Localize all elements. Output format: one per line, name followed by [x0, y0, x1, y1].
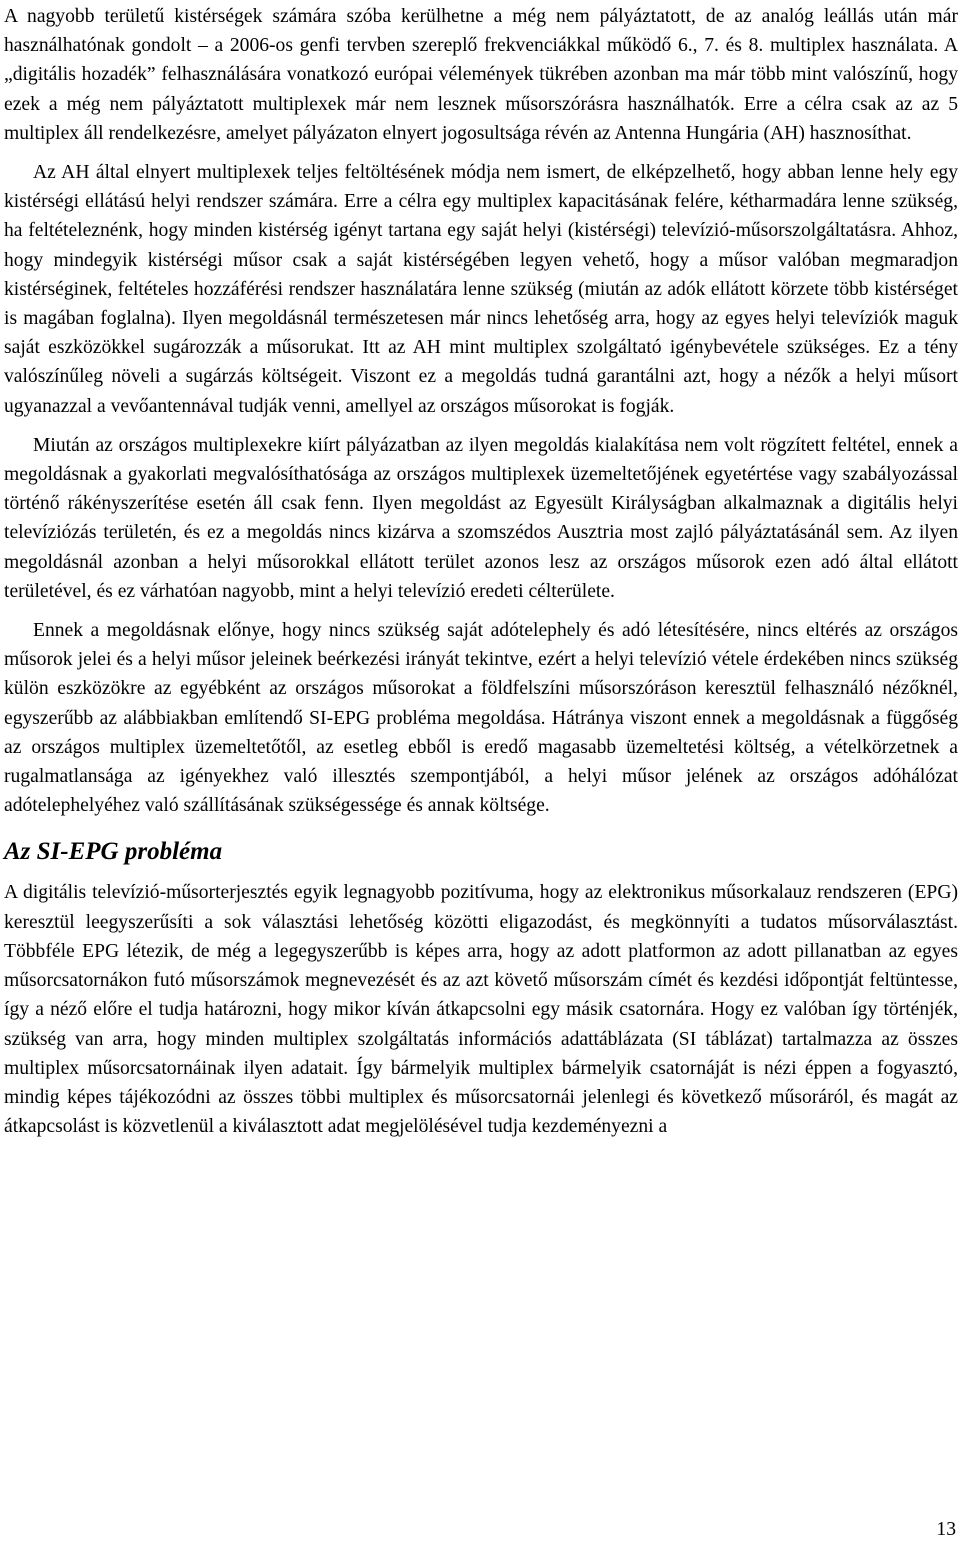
document-body [4, 2, 958, 1141]
page-number: 13 [936, 1519, 956, 1540]
section-heading: Az SI-EPG probléma [4, 838, 223, 866]
paragraph-ah-multiplexes: Az AH által elnyert multiplexek teljes feltöltésének módja nem ismert, de elképzelhető, hogy abban lenne hely egy kistérségi ellátású helyi rendszer számára. Erre a célra egy multiplex kapacitásának felére, kétharmadára lenne szükség, ha feltételeznénk, hogy minden kistérség igényt tartana egy saját helyi (kistérségi) televízió-műsorszolgáltatásra. Ahhoz, hogy mindegyik kistérségi műsor csak a saját kistérségében legyen vehető, hogy a műsor valóban megmaradjon kistérséginek, feltételes hozzáférési rendszer használatára lenne szükség (miután az adók ellátott körzete több kistérséget is magában foglalna). Ilyen megoldásnál természetesen már nincs lehetőség arra, hogy az egyes helyi televíziók maguk saját eszközökkel sugározzák a műsorukat. Itt az AH mint multiplex szolgáltató igénybevétele szükséges. Ez a tény valószínűleg növeli a sugárzás költségeit. Viszont ez a megoldás tudná garantálni azt, hogy a nézők a helyi műsort ugyanazzal a vevőantennával tudják venni, amellyel az országos műsorokat is fogják. [4, 162, 958, 417]
paragraph-epg-intro: A digitális televízió-műsorterjesztés egyik legnagyobb pozitívuma, hogy az elektronikus műsorkalauz rendszeren (EPG) keresztül leegyszerűsíti a sok választási lehetőség közötti eligazodást, és megkönnyíti a tudatos műsorválasztást. Többféle EPG létezik, de még a legegyszerűbb is képes arra, hogy az adott platformon az adott pillanatban az egyes műsorcsatornákon futó műsorszámok megnevezését és az azt követő műsorszám címét és kezdési időpontját feltüntesse, így a néző előre el tudja határozni, hogy mikor kíván átkapcsolni egy másik csatornára. Hogy ez valóban így történjék, szükség van arra, hogy minden multiplex szolgáltatás információs adattáblázata (SI táblázat) tartalmazza az összes multiplex műsorcsatornáinak ilyen adatait. Így bármelyik multiplex bármelyik csatornáját is nézi éppen a fogyasztó, mindig képes tájékozódni az összes többi multiplex és műsorcsatornái jelenlegi és következő műsoráról, és magát az átkapcsolást is közvetlenül a kiválasztott adat megjelölésével tudja kezdeményezni a [4, 882, 958, 1138]
paragraph-advantages-disadvantages: Ennek a megoldásnak előnye, hogy nincs szükség saját adótelephely és adó létesítésére, nincs eltérés az országos műsorok jelei és a helyi műsor jeleinek beérkezési irányát tekintve, ezért a helyi televízió vétele érdekében nincs szükség külön eszközökre az egyébként az országos műsorokat a földfelszíni műsorszóráson keresztül felhasználó nézőknél, egyszerűbb az alábbiakban említendő SI-EPG probléma megoldása. Hátránya viszont ennek a megoldásnak a függőség az országos multiplex üzemeltetőtől, az esetleg ebből is eredő magasabb üzemeltetési költség, a vételkörzetnek a rugalmatlansága az igényekhez való illesztés szempontjából, a helyi műsor jelének az országos adóhálózat adótelephelyéhez való szállításának szükségessége és annak költsége. [4, 620, 958, 817]
paragraph-large-subregions: A nagyobb területű kistérségek számára szóba kerülhetne a még nem pályáztatott, de az analóg leállás után már használhatónak gondolt – a 2006-os genfi tervben szereplő frekvenciákkal működő 6., 7. és 8. multiplex használata. A „digitális hozadék” felhasználására vonatkozó európai vélemények tükrében azonban ma már több mint valószínű, hogy ezek a még nem pályáztatott multiplexek már nem lesznek műsorszórásra használhatók. Erre a célra csak az az 5 multiplex áll rendelkezésre, amelyet pályázaton elnyert jogosultsága révén az Antenna Hungária (AH) hasznosíthat. [4, 6, 958, 144]
paragraph-national-multiplex-solution: Miután az országos multiplexekre kiírt pályázatban az ilyen megoldás kialakítása nem volt rögzített feltétel, ennek a megoldásnak a gyakorlati megvalósíthatósága az országos multiplexek üzemeltetőjének egyetértése vagy szabályozással történő rákényszerítése esetén áll csak fenn. Ilyen megoldást az Egyesült Királyságban alkalmaznak a digitális helyi televíziózás területén, és ez a megoldás nincs kizárva a szomszédos Ausztria most zajló pályáztatásánál sem. Az ilyen megoldásnál azonban a helyi műsorokkal ellátott terület azonos lesz az országos műsorok ezen adó által ellátott területével, és ez várhatóan nagyobb, mint a helyi televízió eredeti célterülete. [4, 434, 958, 602]
